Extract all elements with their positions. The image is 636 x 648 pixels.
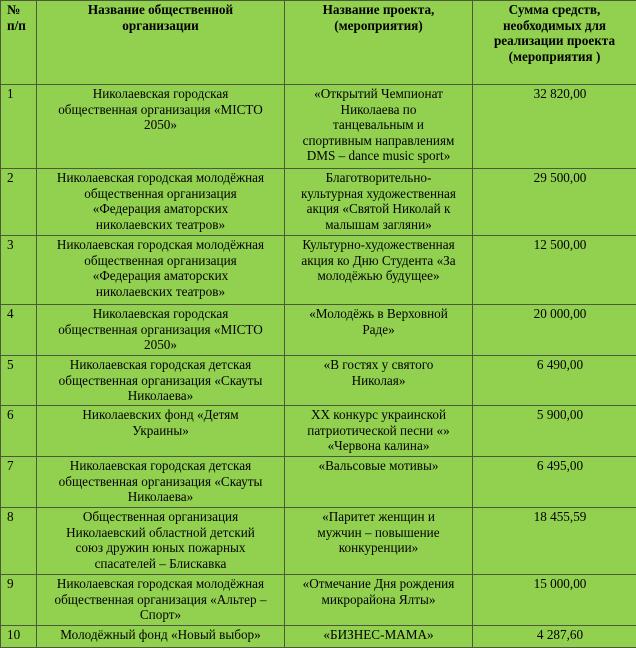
row-org: Николаевская городская молодёжная общественная организация «Федерация аматорских николаевских театров»	[37, 236, 285, 305]
row-project: «Молодёжь в Верховной Раде»	[285, 305, 473, 356]
table-row	[1, 626, 636, 648]
header-num: № п/п	[1, 1, 37, 85]
row-project: «Вальсовые мотивы»	[285, 457, 473, 508]
row-project: «БИЗНЕС-МАМА»	[285, 626, 473, 648]
row-org: Николаевская городская общественная организация «МІСТО 2050»	[37, 305, 285, 356]
row-sum: 29 500,00	[473, 169, 636, 236]
row-project: Благотворительно- культурная художественная акция «Святой Николай к малышам загляни»	[285, 169, 473, 236]
row-project: ХХ конкурс украинской патриотической песни «» «Червона калина»	[285, 406, 473, 457]
row-sum: 6 495,00	[473, 457, 636, 508]
row-org: Николаевская городская общественная организация «МІСТО 2050»	[37, 85, 285, 169]
row-sum: 6 490,00	[473, 356, 636, 406]
row-sum: 18 455,59	[473, 508, 636, 575]
row-sum: 4 287,60	[473, 626, 636, 648]
row-num: 10	[1, 626, 37, 648]
row-sum: 12 500,00	[473, 236, 636, 305]
row-num: 7	[1, 457, 37, 508]
table-row	[1, 236, 636, 305]
table-row	[1, 85, 636, 169]
row-org: Общественная организация Николаевский областной детский союз дружин юных пожарных спасателей – Блискавка	[37, 508, 285, 575]
table-row	[1, 508, 636, 575]
header-org: Название общественной организации	[37, 1, 285, 85]
row-num: 3	[1, 236, 37, 305]
row-org: Николаевская городская детская общественная организация «Скауты Николаева»	[37, 457, 285, 508]
row-num: 9	[1, 575, 37, 626]
row-num: 2	[1, 169, 37, 236]
row-num: 8	[1, 508, 37, 575]
table-row	[1, 356, 636, 406]
row-num: 6	[1, 406, 37, 457]
row-org: Николаевская городская молодёжная общественная организация «Федерация аматорских николаевских театров»	[37, 169, 285, 236]
row-num: 4	[1, 305, 37, 356]
row-sum: 20 000,00	[473, 305, 636, 356]
row-sum: 5 900,00	[473, 406, 636, 457]
table-row	[1, 575, 636, 626]
header-row	[1, 1, 636, 85]
row-org: Николаевская городская детская общественная организация «Скауты Николаева»	[37, 356, 285, 406]
row-org: Николаевская городская молодёжная общественная организация «Альтер – Спорт»	[37, 575, 285, 626]
table-row	[1, 169, 636, 236]
table-row	[1, 457, 636, 508]
row-num: 5	[1, 356, 37, 406]
row-project: «Паритет женщин и мужчин – повышение конкуренции»	[285, 508, 473, 575]
row-org: Молодёжный фонд «Новый выбор»	[37, 626, 285, 648]
row-project: «Открытий Чемпионат Николаева по танцевальным и спортивным направлениям DMS – dance music sport»	[285, 85, 473, 169]
table-row	[1, 406, 636, 457]
row-project: «В гостях у святого Николая»	[285, 356, 473, 406]
row-project: «Отмечание Дня рождения микрорайона Ялты»	[285, 575, 473, 626]
row-org: Николаевских фонд «Детям Украины»	[37, 406, 285, 457]
row-project: Культурно-художественная акция ко Дню Студента «За молодёжью будущее»	[285, 236, 473, 305]
table-row	[1, 305, 636, 356]
row-sum: 15 000,00	[473, 575, 636, 626]
header-project: Название проекта, (мероприятия)	[285, 1, 473, 85]
row-sum: 32 820,00	[473, 85, 636, 169]
header-sum: Сумма средств, необходимых для реализации проекта (мероприятия )	[473, 1, 636, 85]
row-num: 1	[1, 85, 37, 169]
